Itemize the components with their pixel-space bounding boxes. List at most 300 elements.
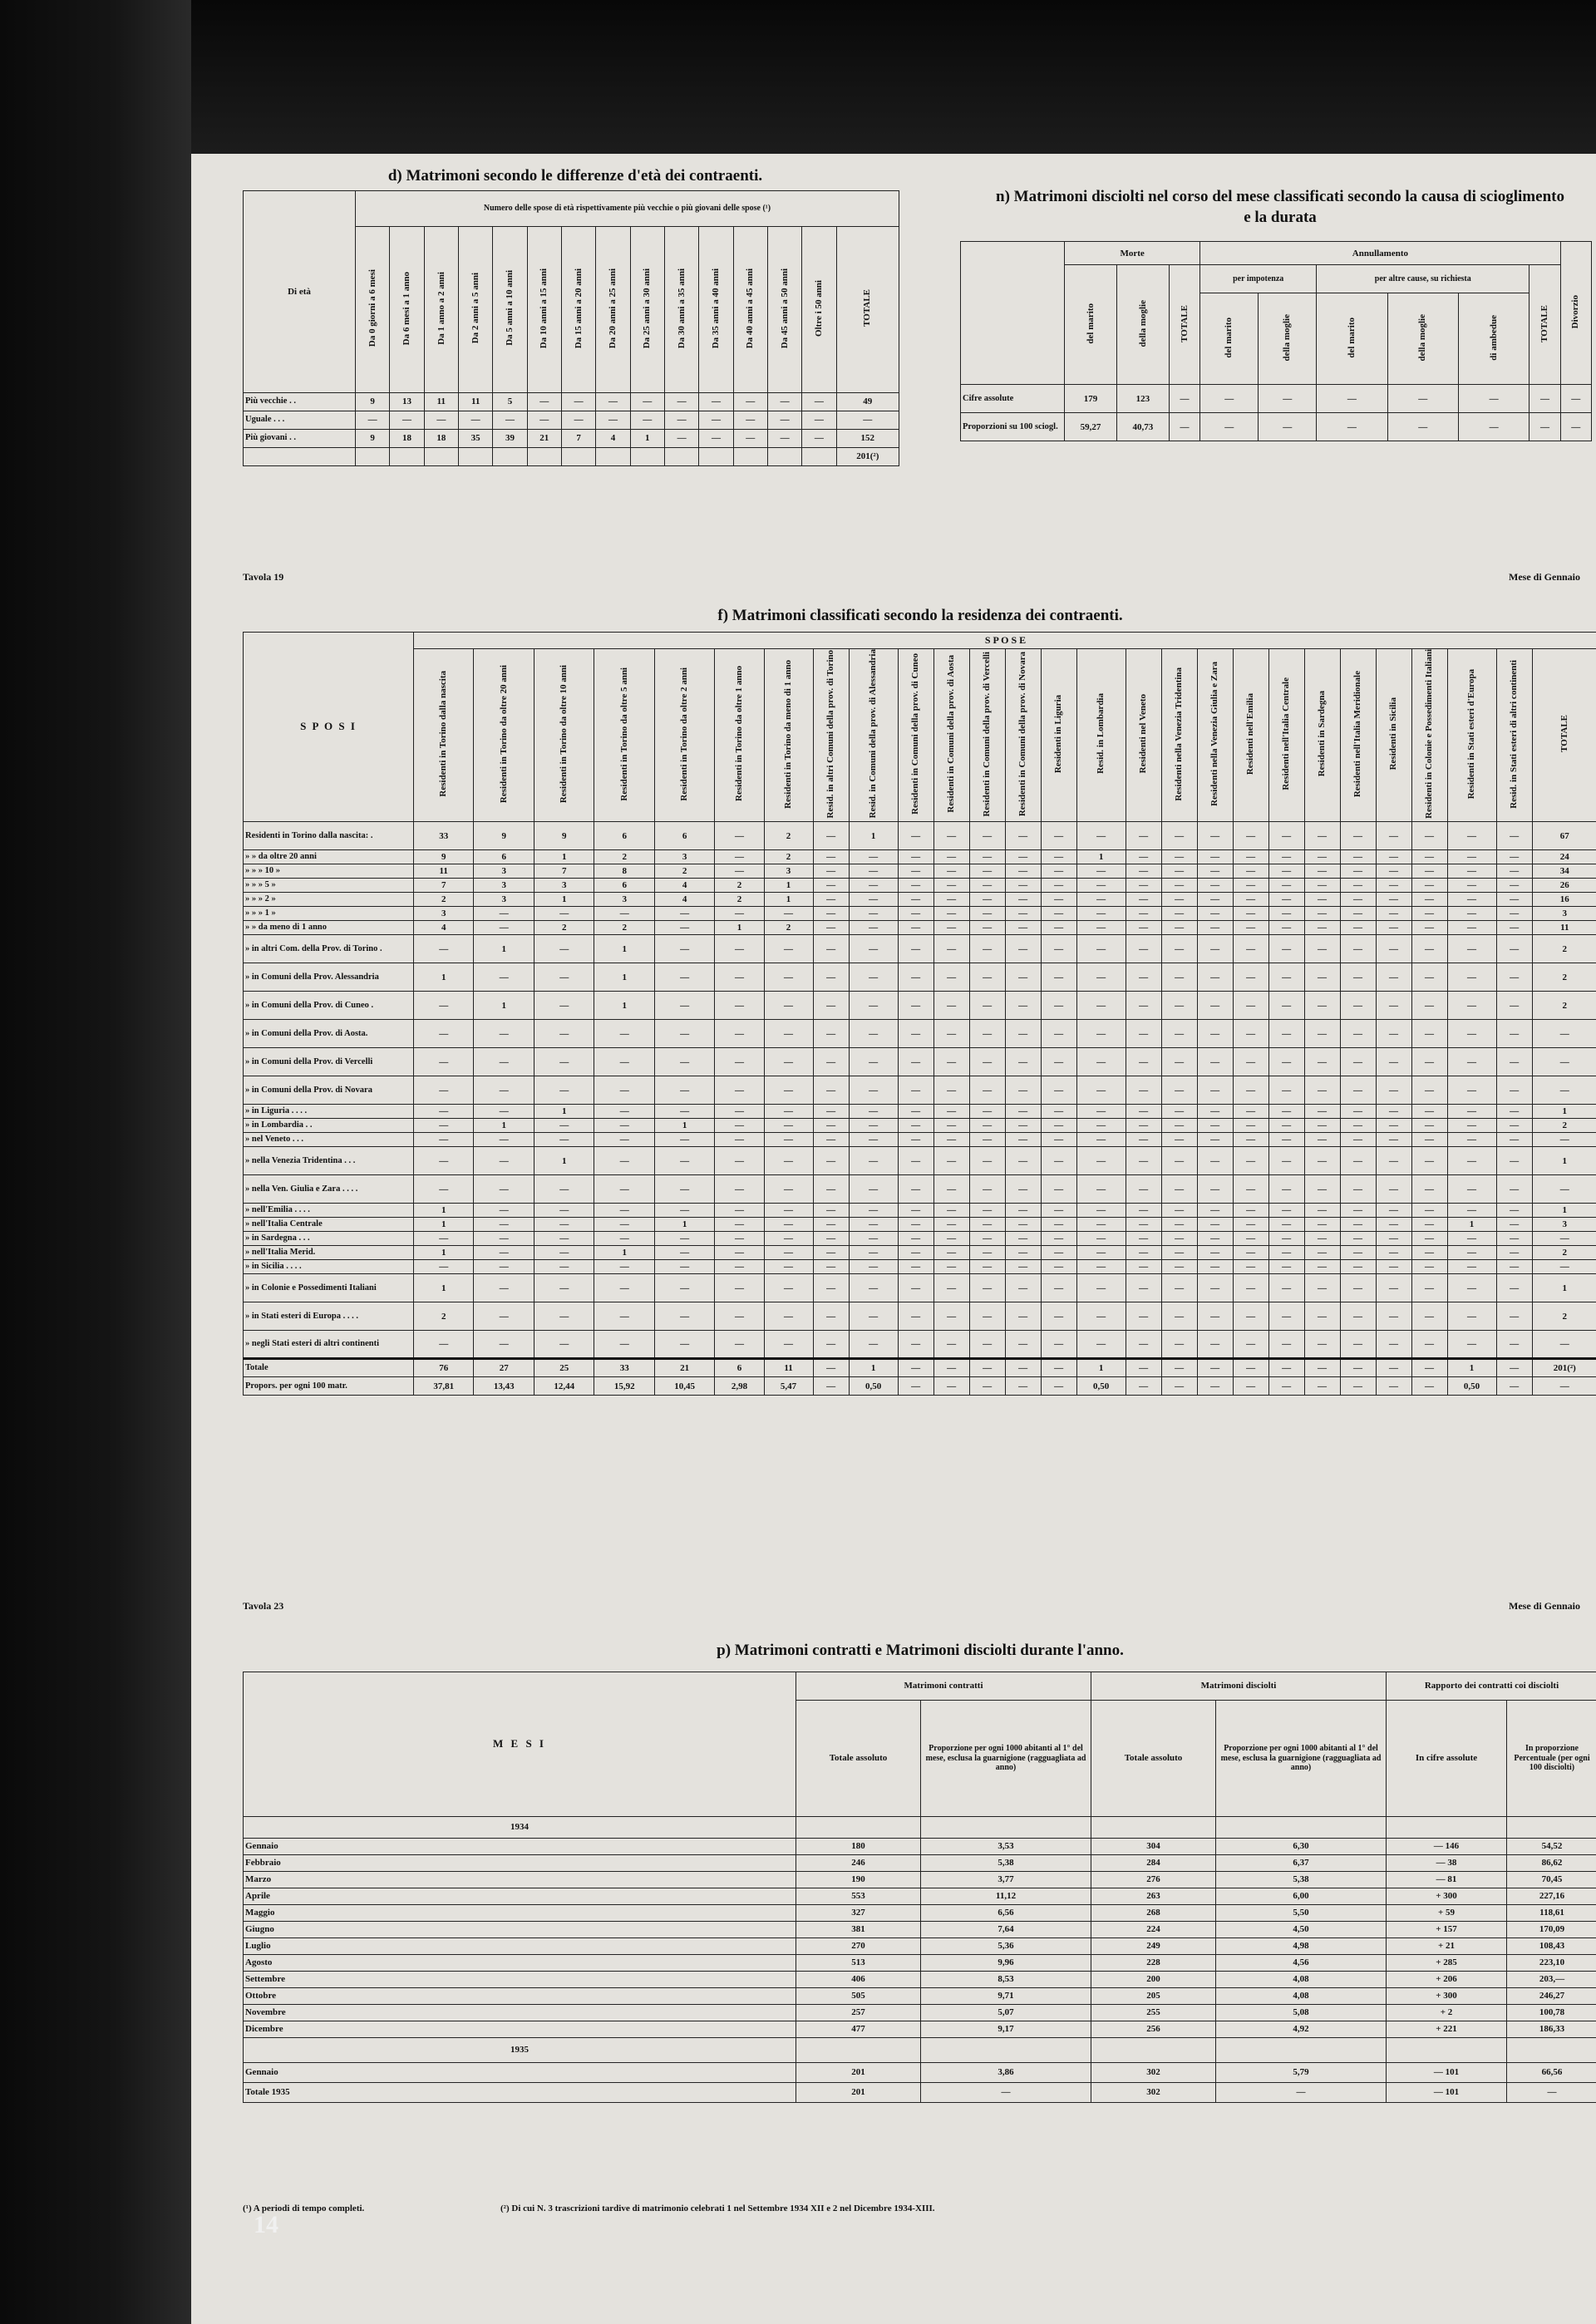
f-cell: 1 [534, 893, 594, 907]
f-cell: — [654, 1260, 714, 1274]
f-row-label: » in altri Com. della Prov. di Torino . [244, 935, 414, 963]
d-grand-total: 201(²) [836, 448, 899, 466]
f-cell: — [1447, 1133, 1496, 1147]
f-cell: — [534, 1133, 594, 1147]
d-cell: — [356, 411, 390, 430]
f-cell: — [474, 1147, 534, 1175]
f-cell: — [1340, 1246, 1376, 1260]
f-cell: — [1340, 1359, 1376, 1377]
f-cell: — [594, 1048, 654, 1076]
f-cell: — [1126, 1175, 1161, 1204]
d-cell: — [802, 411, 836, 430]
f-column-21-col [1340, 649, 1376, 822]
f-cell: 1 [1447, 1218, 1496, 1232]
n-sub-impotenza: per impotenza [1200, 265, 1317, 293]
f-cell: — [764, 1274, 813, 1302]
p-cell: 5,79 [1216, 2063, 1387, 2083]
table-row [244, 1133, 1596, 1147]
f-cell: — [1005, 1119, 1041, 1133]
f-cell: — [414, 1105, 474, 1119]
f-cell: — [654, 1147, 714, 1175]
f-cell: — [1076, 1274, 1126, 1302]
table-row [244, 850, 1596, 864]
p-cell: 270 [796, 1938, 921, 1955]
f-cell: 3 [1532, 1218, 1596, 1232]
f-cell: 11 [414, 864, 474, 879]
f-cell: — [1411, 893, 1447, 907]
f-column-2-col [534, 649, 594, 822]
table-row [244, 1260, 1596, 1274]
f-column-24-col [1447, 649, 1496, 822]
f-cell: — [1041, 1147, 1076, 1175]
f-cell: 1 [1532, 1147, 1596, 1175]
f-cell: — [764, 1133, 813, 1147]
f-cell: — [1005, 1232, 1041, 1246]
f-cell: — [1126, 1020, 1161, 1048]
f-column-3-label: Residenti in Torino da oltre 5 anni [618, 667, 629, 801]
f-cell: — [849, 992, 898, 1020]
f-cell: — [715, 992, 764, 1020]
f-cell: — [1197, 893, 1233, 907]
f-cell: — [1447, 1020, 1496, 1048]
f-cell: — [849, 864, 898, 879]
f-cell: 2 [1532, 963, 1596, 992]
f-cell: — [715, 1302, 764, 1331]
f-cell: — [654, 992, 714, 1020]
f-cell: — [1197, 1331, 1233, 1359]
f-cell: — [594, 1204, 654, 1218]
f-cell: — [898, 1147, 933, 1175]
p-group-contratti: Matrimoni contratti [796, 1672, 1091, 1701]
f-cell: — [813, 1204, 849, 1218]
p-col-prop-d: Proporzione per ogni 1000 abitanti al 1° del mese, esclusa la guarnigione (ragguagliata ad anno) [1216, 1701, 1387, 1817]
f-column-2-label: Residenti in Torino da oltre 10 anni [559, 664, 569, 803]
f-row-label: » in Comuni della Prov. di Novara [244, 1076, 414, 1105]
f-cell: — [849, 1218, 898, 1232]
f-cell: 6 [654, 822, 714, 850]
d-cell: — [561, 411, 595, 430]
f-cell: — [1005, 992, 1041, 1020]
f-cell: — [1447, 921, 1496, 935]
f-cell: — [1233, 1359, 1268, 1377]
f-cell: 11 [1532, 921, 1596, 935]
f-cell: — [898, 1204, 933, 1218]
f-cell: — [1411, 907, 1447, 921]
f-cell: — [849, 1175, 898, 1204]
f-cell: — [849, 879, 898, 893]
f-cell: — [1340, 935, 1376, 963]
f-cell: — [1340, 1020, 1376, 1048]
f-cell: — [1197, 879, 1233, 893]
f-cell: — [1447, 822, 1496, 850]
f-cell: — [813, 1331, 849, 1359]
p-empty [796, 2038, 921, 2063]
f-cell: — [933, 1175, 969, 1204]
f-cell: — [1126, 1105, 1161, 1119]
f-cell: 1 [849, 822, 898, 850]
f-column-26-label: TOTALE [1559, 715, 1569, 753]
table-row [244, 1105, 1596, 1119]
f-cell: — [1161, 1232, 1197, 1246]
n-imp-moglie-label: della moglie [1282, 313, 1293, 362]
f-cell: — [1076, 1246, 1126, 1260]
f-cell: — [1041, 963, 1076, 992]
f-cell: — [813, 1020, 849, 1048]
f-cell: 2 [594, 850, 654, 864]
f-row-label: » » » 5 » [244, 879, 414, 893]
f-cell: — [969, 893, 1005, 907]
f-cell: — [1304, 1260, 1340, 1274]
f-cell: — [849, 1302, 898, 1331]
f-cell: — [813, 992, 849, 1020]
p-cell: 200 [1091, 1972, 1216, 1988]
f-column-1-label: Residenti in Torino da oltre 20 anni [498, 664, 509, 803]
f-cell: — [1304, 1232, 1340, 1246]
tavola-19-label: Tavola 19 [243, 571, 284, 583]
f-cell: — [1304, 822, 1340, 850]
table-row [961, 385, 1592, 413]
f-cell: — [849, 1204, 898, 1218]
p-cell: 276 [1091, 1872, 1216, 1888]
f-cell: — [1496, 1232, 1532, 1246]
f-cell: — [1304, 1147, 1340, 1175]
f-cell: — [969, 850, 1005, 864]
f-cell: — [474, 1076, 534, 1105]
f-cell: — [898, 864, 933, 879]
n-cell: — [1317, 413, 1387, 441]
n-col-imp-moglie [1259, 293, 1317, 385]
p-cell: — 146 [1387, 1839, 1507, 1855]
table-row [244, 1955, 1596, 1972]
section-p [243, 1642, 1596, 2213]
f-cell: — [594, 907, 654, 921]
d-column-9-col [664, 227, 698, 393]
f-row-label: » in Comuni della Prov. di Vercelli [244, 1048, 414, 1076]
section-f [243, 607, 1596, 1396]
f-cell: — [654, 1175, 714, 1204]
f-cell: — [1376, 1246, 1411, 1260]
f-column-15-label: Residenti nel Veneto [1138, 694, 1149, 774]
f-cell: — [1005, 1147, 1041, 1175]
n-cell: — [1530, 385, 1560, 413]
p-cell: 201 [796, 2083, 921, 2103]
f-cell: 2,98 [715, 1377, 764, 1396]
table-n [960, 241, 1592, 441]
f-cell: — [849, 907, 898, 921]
f-column-25-label: Resid. in Stati esteri di altri continenti [1509, 659, 1520, 809]
f-cell: 1 [1076, 850, 1126, 864]
f-cell: — [1233, 864, 1268, 879]
p-month-label: Gennaio [244, 1839, 796, 1855]
f-cell: — [1496, 1147, 1532, 1175]
d-cell: 152 [836, 430, 899, 448]
f-row-label: » » » 1 » [244, 907, 414, 921]
f-cell: — [715, 963, 764, 992]
f-cell: — [1076, 1048, 1126, 1076]
f-cell: — [969, 992, 1005, 1020]
f-cell: — [1076, 1105, 1126, 1119]
table-row [244, 1218, 1596, 1232]
f-cell: — [1233, 893, 1268, 907]
f-cell: 1 [474, 992, 534, 1020]
f-cell: — [594, 1331, 654, 1359]
f-cell: — [654, 1274, 714, 1302]
f-cell: — [1411, 1105, 1447, 1119]
f-cell: — [715, 1260, 764, 1274]
f-column-13-col [1041, 649, 1076, 822]
f-cell: — [1126, 921, 1161, 935]
f-cell: — [1126, 1048, 1161, 1076]
f-cell: — [764, 1147, 813, 1175]
f-cell: — [1076, 1331, 1126, 1359]
f-cell: 11 [764, 1359, 813, 1377]
f-cell: — [1197, 1048, 1233, 1076]
f-cell: — [898, 907, 933, 921]
f-cell: 2 [414, 1302, 474, 1331]
n-group-annullamento: Annullamento [1200, 242, 1560, 265]
d-row-header: Di età [244, 191, 356, 393]
table-row [244, 1246, 1596, 1260]
f-cell: — [1197, 1133, 1233, 1147]
page-number: 14 [254, 2211, 278, 2238]
table-row [244, 1855, 1596, 1872]
f-cell: — [1376, 1260, 1411, 1274]
f-cell: — [1233, 1274, 1268, 1302]
f-cell: — [1376, 1218, 1411, 1232]
f-cell: — [1041, 992, 1076, 1020]
f-cell: — [1304, 1274, 1340, 1302]
f-cell: — [969, 1147, 1005, 1175]
f-cell: — [813, 1359, 849, 1377]
f-cell: — [1340, 1377, 1376, 1396]
f-cell: — [813, 907, 849, 921]
n-cell: — [1387, 385, 1458, 413]
f-cell: — [1268, 1218, 1304, 1232]
f-cell: — [715, 1105, 764, 1119]
f-cell: — [1005, 1359, 1041, 1377]
f-cell: — [898, 1020, 933, 1048]
f-cell: — [1076, 1076, 1126, 1105]
f-cell: — [1268, 1204, 1304, 1218]
f-cell: — [933, 1260, 969, 1274]
p-cell: 7,64 [921, 1922, 1091, 1938]
f-column-16-col [1161, 649, 1197, 822]
f-cell: — [474, 1218, 534, 1232]
f-cell: 2 [715, 879, 764, 893]
footnote-2: (²) Di cui N. 3 trascrizioni tardive di matrimonio celebrati 1 nel Settembre 1934 XII e 2 nel Dicembre 1934-XIII. [500, 2203, 935, 2213]
f-cell: — [1126, 1218, 1161, 1232]
tavola-23-label: Tavola 23 [243, 1600, 284, 1612]
f-cell: — [1197, 1105, 1233, 1119]
f-cell: — [654, 1232, 714, 1246]
f-cell: — [849, 1232, 898, 1246]
f-cell: — [1126, 1246, 1161, 1260]
f-cell: — [969, 1048, 1005, 1076]
f-cell: — [1304, 1359, 1340, 1377]
n-cell: — [1317, 385, 1387, 413]
f-cell: — [1340, 1076, 1376, 1105]
f-cell: — [1411, 1232, 1447, 1246]
f-cell: 4 [414, 921, 474, 935]
f-cell: — [898, 1260, 933, 1274]
f-cell: — [1304, 907, 1340, 921]
f-cell: — [1532, 1133, 1596, 1147]
n-col-alt-moglie [1387, 293, 1458, 385]
f-cell: — [898, 1076, 933, 1105]
p-cell: 9,71 [921, 1988, 1091, 2005]
f-cell: — [715, 1175, 764, 1204]
f-cell: — [1161, 1204, 1197, 1218]
p-col-prop-c: Proporzione per ogni 1000 abitanti al 1° del mese, esclusa la guarnigione (ragguagliata ad anno) [921, 1701, 1091, 1817]
table-row [244, 430, 899, 448]
table-row [244, 1302, 1596, 1331]
p-cell: 203,— [1507, 1972, 1596, 1988]
f-cell: — [1532, 1048, 1596, 1076]
f-cell: — [764, 1232, 813, 1246]
p-cell: 505 [796, 1988, 921, 2005]
f-cell: — [1496, 1331, 1532, 1359]
f-cell: — [1411, 1133, 1447, 1147]
f-cell: — [1041, 1260, 1076, 1274]
f-cell: — [1126, 1302, 1161, 1331]
table-row [244, 2005, 1596, 2021]
d-column-13-col [802, 227, 836, 393]
d-cell: 21 [527, 430, 561, 448]
p-cell: — 81 [1387, 1872, 1507, 1888]
f-cell: 3 [764, 864, 813, 879]
f-cell: — [1161, 1147, 1197, 1175]
section-n-title: n) Matrimoni disciolti nel corso del mese classificati secondo la causa di scioglimento e la durata [996, 188, 1564, 226]
f-cell: — [1161, 1119, 1197, 1133]
f-cell: — [1233, 1331, 1268, 1359]
d-empty [390, 448, 424, 466]
f-cell: — [898, 992, 933, 1020]
f-cell: — [1268, 921, 1304, 935]
f-cell: — [654, 1076, 714, 1105]
d-cell: 49 [836, 393, 899, 411]
f-cell: — [1340, 1105, 1376, 1119]
d-column-14-label: TOTALE [862, 289, 873, 327]
f-cell: — [1041, 864, 1076, 879]
f-cell: — [1447, 1147, 1496, 1175]
f-cell: 6 [474, 850, 534, 864]
f-cell: 7 [414, 879, 474, 893]
f-cell: — [534, 1119, 594, 1133]
f-cell: — [1076, 1133, 1126, 1147]
f-cell: — [1041, 1119, 1076, 1133]
f-cell: — [715, 1048, 764, 1076]
f-cell: — [813, 1302, 849, 1331]
f-row-label: » in Sicilia . . . . [244, 1260, 414, 1274]
f-cell: — [1233, 850, 1268, 864]
f-cell: — [1496, 1302, 1532, 1331]
f-cell: — [414, 1260, 474, 1274]
section-d-title: d) Matrimoni secondo le differenze d'età dei contraenti. [387, 167, 763, 185]
f-cell: 1 [534, 1105, 594, 1119]
f-cell: — [813, 1105, 849, 1119]
f-cell: — [813, 1175, 849, 1204]
p-cell: 381 [796, 1922, 921, 1938]
table-row [961, 413, 1592, 441]
p-cell: — [1507, 2083, 1596, 2103]
f-cell: — [1340, 879, 1376, 893]
f-cell: — [1041, 893, 1076, 907]
f-cell: — [764, 935, 813, 963]
f-cell: 1 [594, 963, 654, 992]
f-cell: — [898, 1359, 933, 1377]
f-cell: — [1041, 1133, 1076, 1147]
d-cell: — [664, 411, 698, 430]
f-cell: — [1447, 1076, 1496, 1105]
f-cell: — [969, 864, 1005, 879]
f-cell: — [1268, 1274, 1304, 1302]
f-cell: 1 [414, 1246, 474, 1260]
f-cell: — [933, 1274, 969, 1302]
f-cell: 1 [534, 850, 594, 864]
f-cell: 2 [1532, 1246, 1596, 1260]
f-cell: — [1447, 1302, 1496, 1331]
f-cell: — [1532, 1260, 1596, 1274]
p-cell: 70,45 [1507, 1872, 1596, 1888]
d-empty [561, 448, 595, 466]
n-col-marito [1065, 265, 1117, 385]
f-cell: — [654, 1204, 714, 1218]
n-row-label: Proporzioni su 100 sciogl. [961, 413, 1065, 441]
table-row [244, 893, 1596, 907]
f-cell: — [1005, 893, 1041, 907]
table-row [244, 1872, 1596, 1888]
f-cell: — [933, 1133, 969, 1147]
p-month-label: Gennaio [244, 2063, 796, 2083]
p-cell: 256 [1091, 2021, 1216, 2038]
f-cell: 0,50 [849, 1377, 898, 1396]
p-group-rapporto: Rapporto dei contratti coi disciolti [1387, 1672, 1596, 1701]
f-cell: 1 [1076, 1359, 1126, 1377]
p-cell: — 101 [1387, 2083, 1507, 2103]
f-cell: — [1304, 850, 1340, 864]
d-cell: — [630, 393, 664, 411]
d-column-5-label: Da 10 anni a 15 anni [539, 268, 549, 348]
f-cell: — [969, 935, 1005, 963]
d-cell: — [767, 430, 801, 448]
f-cell: — [1076, 1119, 1126, 1133]
f-cell: 2 [1532, 935, 1596, 963]
f-cell: — [534, 1260, 594, 1274]
f-cell: — [1197, 935, 1233, 963]
f-cell: — [1161, 1331, 1197, 1359]
f-cell: — [849, 1020, 898, 1048]
f-column-11-label: Residenti in Comuni della prov. di Vercelli [982, 651, 993, 817]
table-row [244, 1888, 1596, 1905]
p-year-1935: 1935 [244, 2038, 796, 2063]
p-cell: 108,43 [1507, 1938, 1596, 1955]
f-cell: — [1005, 1076, 1041, 1105]
f-cell: — [1233, 1377, 1268, 1396]
f-cell: 4 [654, 879, 714, 893]
f-column-8-col [849, 649, 898, 822]
f-row-label: » in Lombardia . . [244, 1119, 414, 1133]
d-column-2-col [424, 227, 458, 393]
p-cell: 4,08 [1216, 1972, 1387, 1988]
f-cell: — [1411, 1260, 1447, 1274]
f-cell: — [1340, 1232, 1376, 1246]
f-cell: 6 [594, 879, 654, 893]
f-cell: — [1268, 1331, 1304, 1359]
f-cell: — [849, 1260, 898, 1274]
f-cell: — [1233, 1175, 1268, 1204]
f-cell: — [1532, 1175, 1596, 1204]
f-cell: — [1376, 1147, 1411, 1175]
